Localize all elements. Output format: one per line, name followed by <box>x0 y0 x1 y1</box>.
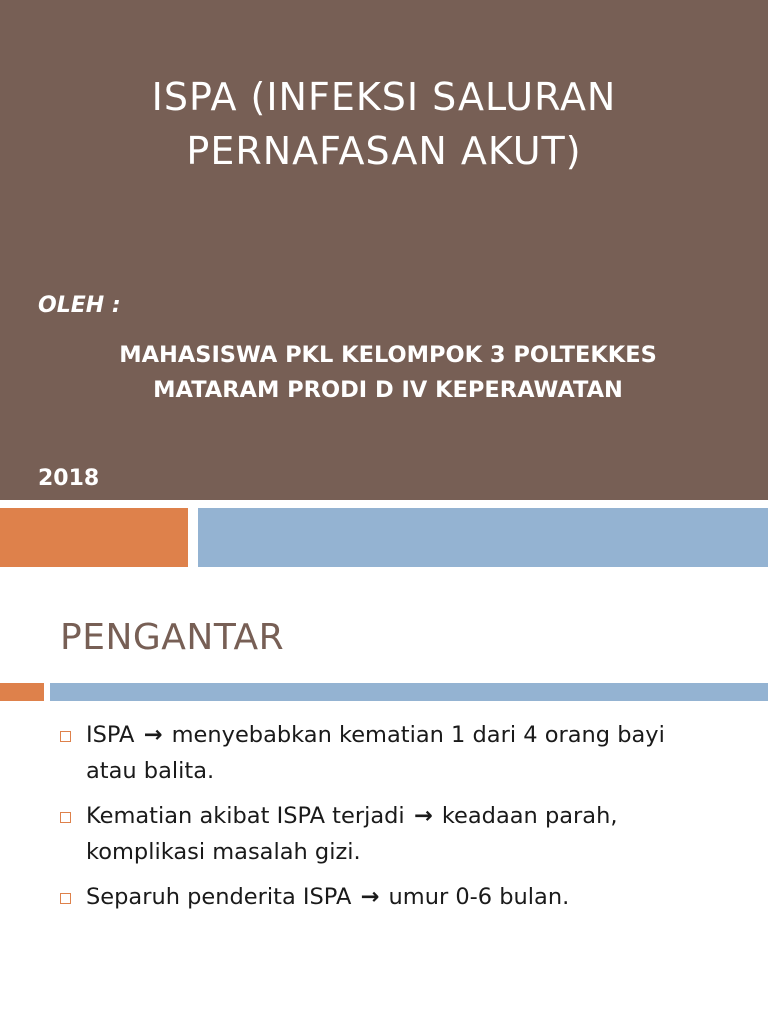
right-arrow-icon: → <box>413 803 433 829</box>
content-slide <box>0 567 768 1024</box>
bullet-item <box>60 879 720 915</box>
slide-title <box>0 70 768 178</box>
accent-band-orange <box>0 508 188 567</box>
author-name-line: MATARAM PRODI D IV KEPERAWATAN <box>153 377 623 403</box>
heading-rule-blue <box>50 683 768 701</box>
hollow-square-bullet-icon <box>60 812 71 823</box>
bullet-text-after: umur 0-6 bulan. <box>388 884 570 910</box>
bullet-item <box>60 717 720 789</box>
title-slide <box>0 0 768 500</box>
bullet-text-before: Separuh penderita ISPA <box>86 884 352 910</box>
bullet-item <box>60 798 720 870</box>
hollow-square-bullet-icon <box>60 731 71 742</box>
bullet-text-before: Kematian akibat ISPA terjadi <box>86 803 405 829</box>
author-name-line: MAHASISWA PKL KELOMPOK 3 POLTEKKES <box>119 342 657 368</box>
bullet-text-before: ISPA <box>86 722 135 748</box>
slide-divider <box>0 500 768 508</box>
heading-rule-orange <box>0 683 44 701</box>
slide-title-line: ISPA (INFEKSI SALURAN <box>151 75 617 119</box>
bullet-text-after: menyebabkan kematian 1 dari 4 orang bayi atau balita. <box>86 722 665 784</box>
accent-band-blue <box>198 508 768 567</box>
author-label: OLEH : <box>38 293 121 318</box>
content-heading: PENGANTAR <box>60 617 285 658</box>
bullet-text-after: keadaan parah, komplikasi masalah gizi. <box>86 803 618 865</box>
bullet-list <box>60 717 720 924</box>
right-arrow-icon: → <box>360 884 380 910</box>
slide-title-line: PERNAFASAN AKUT) <box>186 129 582 173</box>
right-arrow-icon: → <box>143 722 163 748</box>
author-name <box>0 338 768 408</box>
hollow-square-bullet-icon <box>60 893 71 904</box>
year-label: 2018 <box>38 466 100 491</box>
